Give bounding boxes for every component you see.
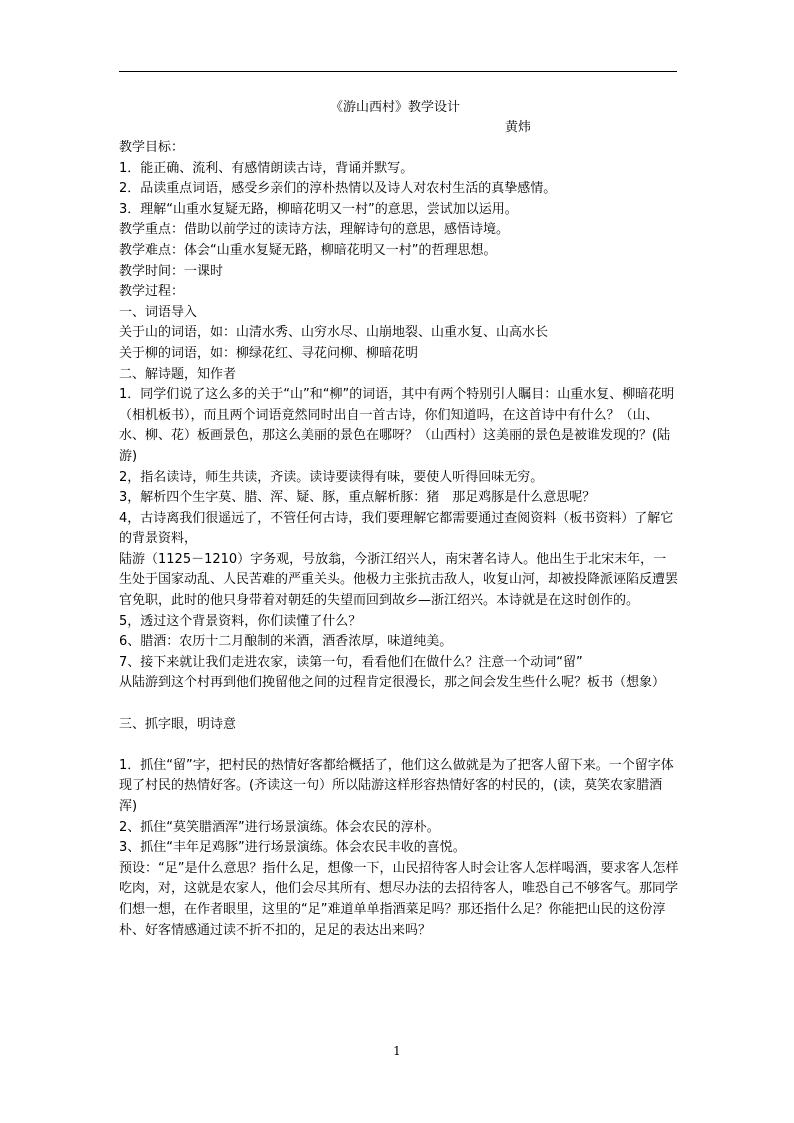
paragraph: 教学难点：体会“山重水复疑无路，柳暗花明又一村”的哲理思想。 [119,242,497,258]
paragraph: 3．理解“山重水复疑无路，柳暗花明又一村”的意思，尝试加以运用。 [119,201,518,217]
paragraph: 2．品读重点词语，感受乡亲们的淳朴热情以及诗人对农村生活的真挚感情。 [119,181,557,197]
paragraph: 教学过程： [119,284,185,300]
paragraph: 6、腊酒：农历十二月酿制的米酒，酒香浓厚，味道纯美。 [119,634,453,650]
header-rule [119,71,677,72]
paragraph: 教学目标： [119,140,185,155]
section-heading: 一、词语导入 [119,304,198,320]
paragraph: 3，解析四个生字莫、腊、浑、疑、豚，重点解析豚：猪 那足鸡豚是什么意思呢？ [119,490,596,506]
paragraph: 1．同学们说了这么多的关于“山”和“柳”的词语，其中有两个特别引人瞩目：山重水复、柳暗花明（相机板书），而且两个词语竟然同时出自一首古诗，你们知道吗，在这首诗中有什么？（山、水、柳、花）板画景色，那这么美丽的景色在哪呀？（山西村）这美丽的景色是被谁发现的？(陆游) [119,387,675,464]
paragraph: 教学时间：一课时 [119,263,224,279]
paragraph: 7、接下来就让我们走进农家，读第一句，看看他们在做什么？注意一个动词“留” [119,654,583,670]
blank-line [119,735,679,756]
document-body [119,138,679,941]
paragraph: 3、抓住“丰年足鸡豚”进行场景演练。体会农民丰收的喜悦。 [119,840,466,856]
paragraph: 关于山的词语，如：山清水秀、山穷水尽、山崩地裂、山重水复、山高水长 [119,325,549,341]
section-heading: 二、解诗题，知作者 [119,366,237,382]
paragraph: 2、抓住“莫笑腊酒浑”进行场景演练。体会农民的淳朴。 [119,819,440,835]
blank-line [119,694,679,715]
document-title: 《游山西村》教学设计 [330,100,461,115]
section-heading: 三、抓字眼，明诗意 [119,716,237,732]
paragraph: 1．抓住“留”字，把村民的热情好客都给概括了，他们这么做就是为了把客人留下来。一个留字体现了村民的热情好客。(齐读这一句）所以陆游这样形容热情好客的村民的，(读，莫笑农家腊酒浑) [119,757,674,814]
paragraph: 陆游（1125－1210）字务观，号放翁，今浙江绍兴人，南宋著名诗人。他出生于北宋末年，一生处于国家动乱、人民苦难的严重关头。他极力主张抗击敌人，收复山河，却被投降派诬陷反遭罢官免职，此时的他只身带着对朝廷的失望而回到故乡—浙江绍兴。本诗就是在这时创作的。 [119,551,679,609]
paragraph: 教学重点：借助以前学过的读诗方法，理解诗句的意思，感悟诗境。 [119,222,510,238]
paragraph: 从陆游到这个村再到他们挽留他之间的过程肯定很漫长，那之间会发生些什么呢？板书（想象） [119,675,666,691]
paragraph: 1．能正确、流利、有感情朗读古诗，背诵并默写。 [119,160,414,176]
paragraph: 4，古诗离我们很遥远了，不管任何古诗，我们要理解它都需要通过查阅资料（板书资料）了解它的背景资料， [119,510,674,547]
paragraph: 2，指名读诗，师生共读，齐读。读诗要读得有味，要使人听得回味无穷。 [119,469,544,485]
paragraph: 5，透过这个背景资料，你们读懂了什么？ [119,613,362,629]
paragraph: 关于柳的词语，如：柳绿花红、寻花问柳、柳暗花明 [119,345,419,361]
page-number: 1 [393,1044,401,1058]
paragraph: 预设：“足”是什么意思？指什么足，想像一下，山民招待客人时会让客人怎样喝酒，要求客人怎样吃肉，对，这就是农家人，他们会尽其所有、想尽办法的去招待客人，唯恐自己不够客气。那同学们想一想，在作者眼里，这里的“足”难道单单指酒菜足吗？那还指什么足？你能把山民的这份淳朴、好客情感通过读不折不扣的，足足的表达出来吗？ [119,860,679,938]
document-author: 黄炜 [505,120,532,135]
